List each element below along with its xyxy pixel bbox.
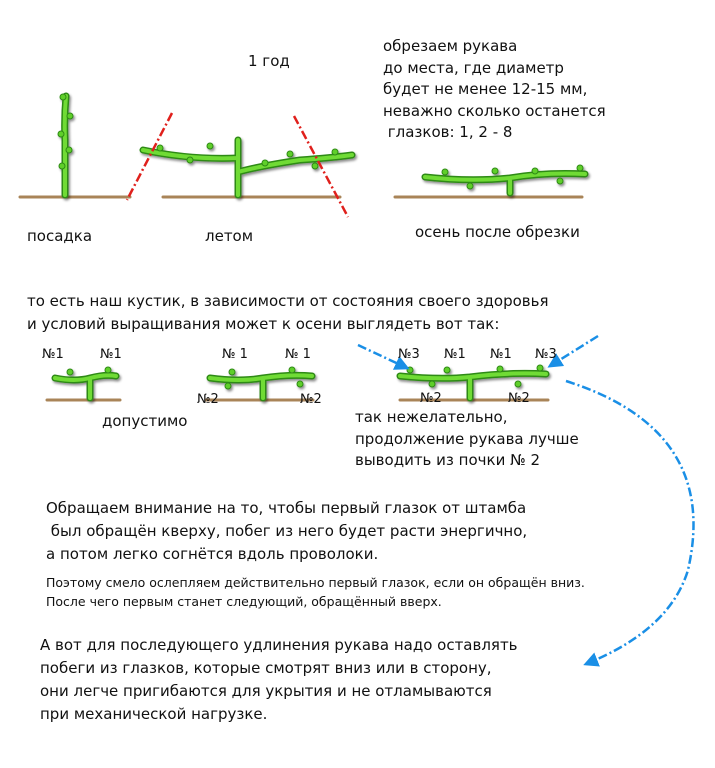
pruning-note-line: неважно сколько останется [383, 101, 606, 120]
advice-paragraph-2 [46, 573, 585, 611]
variants-intro [27, 290, 549, 336]
variant-c-bud-top-3: №1 [490, 347, 512, 362]
variant-a-bud-left: №1 [42, 347, 64, 362]
stage-label-autumn: осень после обрезки [415, 223, 580, 241]
arrow-to-right-bud-3 [550, 336, 598, 366]
pruning-note [383, 36, 606, 144]
variant-c-bud-top-1: №3 [398, 347, 420, 362]
variant-a-verdict: допустимо [102, 412, 188, 430]
advice-line: они легче пригибаются для укрытия и не отламываются [40, 682, 492, 700]
variants-intro-line: и условий выращивания может к осени выглядеть вот так: [27, 315, 500, 333]
advice-line: побеги из глазков, которые смотрят вниз или в сторону, [40, 659, 492, 677]
variants-intro-line: то есть наш кустик, в зависимости от состояния своего здоровья [27, 292, 549, 310]
cut-line-right [294, 116, 348, 217]
variant-b-bud-top-left: № 1 [222, 347, 248, 362]
arrow-to-lengthening-text [566, 381, 694, 664]
variant-b-bud-bottom-right: №2 [300, 392, 322, 407]
vine-planting [58, 94, 73, 195]
advice-line: был обращён кверху, побег из него будет расти энергично, [46, 522, 528, 540]
pruning-note-line: глазков: 1, 2 - 8 [383, 123, 513, 141]
pruning-note-line: будет не менее 12-15 мм, [383, 80, 588, 98]
variant-a-bud-right: №1 [100, 347, 122, 362]
stage-label-summer: летом [205, 227, 254, 245]
vine-variant-a [55, 367, 116, 398]
variant-c-bud-bottom-right: №2 [508, 391, 530, 406]
advice-paragraph-1 [46, 497, 527, 566]
advice-line: А вот для последующего удлинения рукава надо оставлять [40, 636, 518, 654]
pruning-note-line: обрезаем рукава [383, 37, 518, 55]
variant-b-bud-top-right: № 1 [285, 347, 311, 362]
advice-line: Обращаем внимание на то, чтобы первый глазок от штамба [46, 499, 527, 517]
advice-line: После чего первым станет следующий, обращённый вверх. [46, 594, 442, 609]
advice-line: Поэтому смело ослепляем действительно первый глазок, если он обращён вниз. [46, 575, 585, 590]
vine-autumn [425, 165, 585, 193]
variant-c-bud-top-2: №1 [444, 347, 466, 362]
pruning-note-line: до места, где диаметр [383, 58, 564, 77]
variant-c-bud-top-4: №3 [535, 347, 557, 362]
advice-line: а потом легко согнётся вдоль проволоки. [46, 545, 379, 563]
stage-label-planting: посадка [27, 227, 93, 245]
vine-variant-b [210, 367, 312, 398]
variant-c-verdict-line: продолжение рукава лучше [355, 429, 579, 448]
advice-line: при механической нагрузке. [40, 705, 268, 723]
variant-c-verdict-line: выводить из почки № 2 [355, 451, 540, 469]
variant-c-bud-bottom-left: №2 [420, 391, 442, 406]
year-label: 1 год [248, 52, 290, 70]
variant-c-verdict [355, 407, 579, 472]
variant-b-bud-bottom-left: №2 [197, 392, 219, 407]
variant-c-verdict-line: так нежелательно, [355, 408, 508, 426]
advice-paragraph-3 [40, 634, 518, 726]
